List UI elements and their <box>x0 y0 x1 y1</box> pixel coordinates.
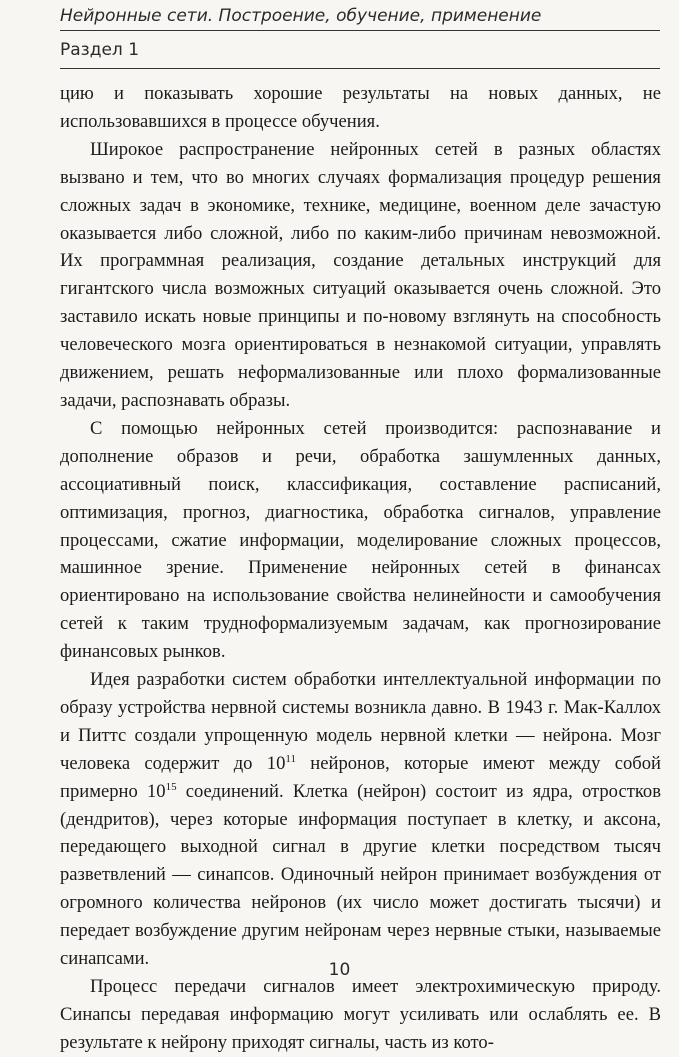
neuron-text-part2: нейронов, которые имеют между собой примерно 10 <box>60 752 661 802</box>
exponent-neurons: 11 <box>285 752 296 765</box>
neuron-text-part3: соединений. Клетка (нейрон) состоит из ядра, отростков (дендритов), через которые информация поступает в клетку, и аксона, передающего выходной сигнал в другие клетки посредством тысяч разветвлений — синапсов. Одиночный нейрон принимает возбуждения от огромного количества нейронов (их число может достигать тысячи) и передает возбуждение другим нейронам через нервные стыки, называемые синапсами. <box>60 780 661 970</box>
exponent-connections: 15 <box>165 780 177 793</box>
paragraph-formalization: Широкое распространение нейронных сетей в разных областях вызвано и тем, что во многих случаях формализация процедур решения сложных задач в экономике, технике, медицине, военном деле зачастую оказывается либо сложной, либо по каким-либо причинам невозможной. Их программная реализация, создание детальных инструкций для гигантского числа возможных ситуаций оказывается очень сложной. Это заставило искать новые принципы и по-новому взглянуть на способность человеческого мозга ориентироваться в незнакомой ситуации, управлять движением, решать неформализованные или плохо формализованные задачи, распознавать образы. <box>60 138 661 411</box>
body-text <box>60 80 661 1057</box>
page-number: 10 <box>328 960 351 980</box>
header-divider <box>60 68 660 69</box>
paragraph-signal-transfer: Процесс передачи сигналов имеет электрохимическую природу. Синапсы передавая информацию могут усиливать или ослаблять ее. В результате к нейрону приходят сигналы, часть из кото- <box>60 976 661 1053</box>
paragraph-neuron-model <box>60 666 661 973</box>
paragraph-applications: С помощью нейронных сетей производится: распознавание и дополнение образов и речи, обработка зашумленных данных, ассоциативный поиск, классификация, составление расписаний, оптимизация, прогноз, диагностика, обработка сигналов, управление процессами, сжатие информации, моделирование сложных процессов, машинное зрение. Применение нейронных сетей в финансах ориентировано на использование свойства нелинейности и самообучения сетей к таким трудноформализуемым задачам, как прогнозирование финансовых рынков. <box>60 417 661 663</box>
running-header: Нейронные сети. Построение, обучение, применение <box>60 6 660 31</box>
paragraph-continuation: цию и показывать хорошие результаты на новых данных, не использовавшихся в процессе обучения. <box>60 83 661 132</box>
neuron-text-part1: Идея разработки систем обработки интеллектуальной информации по образу устройства нервной системы возникла давно. В 1943 г. Мак-Каллох и Питтс создали упрощенную модель нервной клетки — нейрона. Мозг человека содержит до 10 <box>60 669 661 774</box>
section-label: Раздел 1 <box>60 40 140 60</box>
